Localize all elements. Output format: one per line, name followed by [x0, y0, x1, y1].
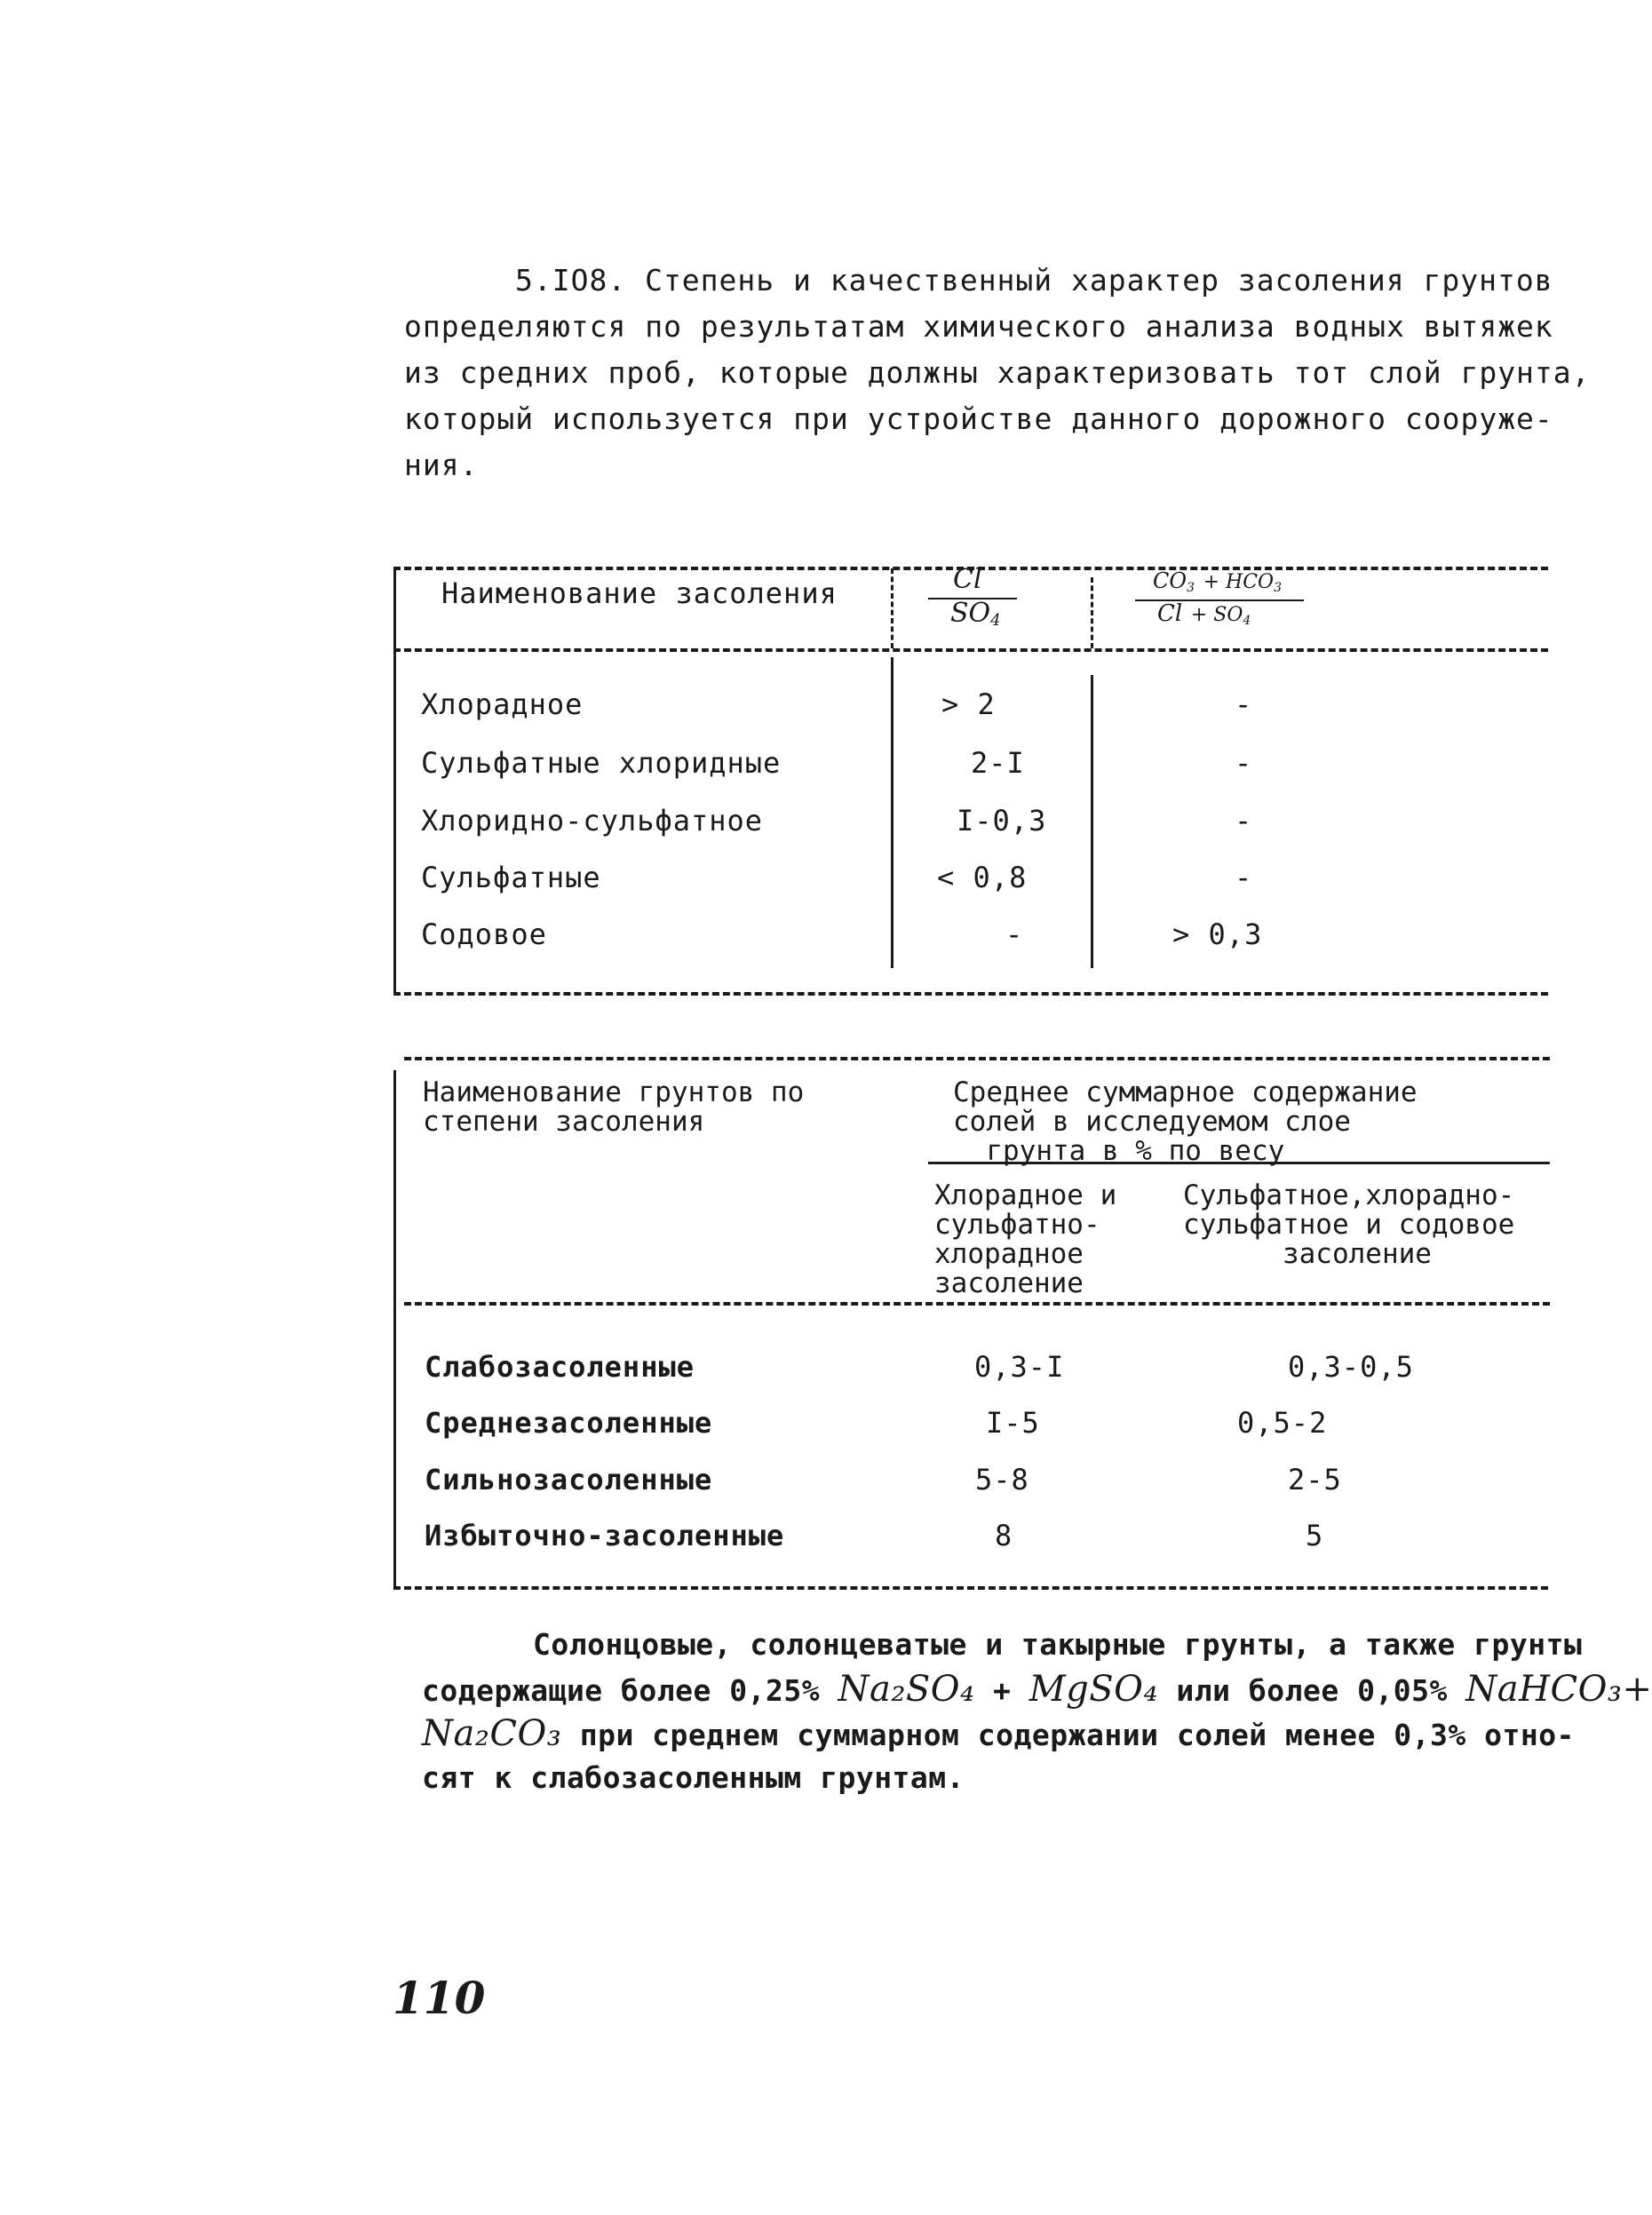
table-header-rule [393, 648, 1548, 652]
header-soil-name: Наименование грунтов по степени засоления [423, 1076, 805, 1138]
header-chloride-column: Хлорадное и сульфатно- хлорадное засоление [934, 1179, 1117, 1299]
table-row-ratio2: - [1235, 746, 1253, 780]
table-row-name: Сильнозасоленные [425, 1463, 713, 1497]
table-row-ratio1: - [1005, 917, 1024, 951]
table-row-sulfate-value: 2-5 [1288, 1463, 1342, 1497]
table-row-ratio2: > 0,3 [1172, 917, 1263, 951]
table-row-chloride-value: 0,3-I [974, 1350, 1065, 1384]
table-row-name: Сульфатные [421, 861, 601, 894]
formula-sodium-bicarbonate: NaHCO₃+ [1465, 1669, 1652, 1710]
paragraph-line: определяются по результатам химического анализа водных вытяжек [404, 309, 1553, 344]
chloride-sulfate-ratio-header [928, 564, 1017, 635]
table-row-ratio1: > 2 [941, 687, 996, 721]
column-divider [1091, 577, 1093, 648]
paragraph-line: сят к слабозасоленным грунтам. [422, 1760, 965, 1795]
header-sulfate-column: Сульфатное,хлорадно- сульфатное и содовое засоление [1183, 1179, 1515, 1270]
table-bottom-rule [393, 1586, 1548, 1590]
intro-paragraph [404, 258, 1591, 488]
paragraph-line: 5.IO8. Степень и качественный характер засоления грунтов [515, 263, 1553, 298]
column-divider [1091, 675, 1093, 968]
column-divider [891, 657, 894, 968]
table-row-sulfate-value: 0,3-0,5 [1288, 1350, 1414, 1384]
table-left-border [393, 568, 396, 995]
paragraph-line: из средних проб, которые должны характеризовать тот слой грунта, [404, 355, 1591, 390]
table-bottom-rule [393, 992, 1548, 996]
table-row-sulfate-value: 0,5-2 [1237, 1406, 1328, 1440]
ratio-denominator: $SO_4$ [950, 598, 1001, 631]
ratio-numerator: Cl [953, 564, 982, 595]
ratio-denominator: $Cl + SO_4$ [1157, 600, 1251, 629]
table-row-name: Сульфатные хлоридные [421, 746, 782, 780]
table-header-rule [404, 1302, 1550, 1306]
table-row-chloride-value: 5-8 [975, 1463, 1029, 1497]
table-row-ratio2: - [1235, 861, 1253, 894]
formula-magnesium-sulfate: MgSO₄ [1029, 1669, 1159, 1710]
table-row-chloride-value: I-5 [986, 1406, 1040, 1440]
table-row-ratio1: < 0,8 [937, 861, 1028, 894]
paragraph-line: ния. [404, 448, 479, 482]
footer-paragraph [422, 1623, 1652, 1800]
carbonate-ratio-header [1135, 568, 1313, 639]
column-divider [891, 568, 894, 648]
table-row-chloride-value: 8 [995, 1519, 1013, 1552]
table-left-border [393, 1070, 396, 1590]
table-top-rule [404, 1057, 1550, 1060]
ratio-numerator: $CO_3 + HCO_3$ [1153, 568, 1283, 596]
formula-sodium-carbonate: Na₂CO₃ [422, 1713, 562, 1754]
table-row-name: Избыточно-засоленные [425, 1519, 785, 1552]
header-salinity-name: Наименование засоления [441, 576, 838, 610]
page-number: 110 [393, 1972, 486, 2024]
table-row-ratio2: - [1235, 687, 1253, 721]
table-row-ratio1: I-0,3 [957, 804, 1047, 838]
paragraph-line: который используется при устройстве данного дорожного сооруже- [404, 401, 1553, 436]
table-row-sulfate-value: 5 [1306, 1519, 1324, 1552]
paragraph-line: Na₂CO₃ при среднем суммарном содержании солей менее 0,3% отно- [422, 1713, 1575, 1754]
table-row-ratio1: 2-I [971, 746, 1025, 780]
table-row-name: Содовое [421, 917, 547, 951]
header-salt-content-group: Среднее суммарное содержание солей в исследуемом слое грунта в % по весу [953, 1076, 1418, 1167]
table-row-name: Слабозасоленные [425, 1350, 695, 1384]
table-row-ratio2: - [1235, 804, 1253, 838]
formula-sodium-sulfate: Na₂SO₄ [838, 1669, 975, 1710]
table-row-name: Среднезасоленные [425, 1406, 713, 1440]
paragraph-line: содержащие более 0,25% Na₂SO₄ + MgSO₄ или более 0,05% NaHCO₃+ [422, 1669, 1652, 1710]
table-row-name: Хлорадное [421, 687, 584, 721]
table-row-name: Хлоридно-сульфатное [421, 804, 764, 838]
paragraph-line: Солонцовые, солонцеватые и такырные грунты, а также грунты [533, 1627, 1583, 1662]
